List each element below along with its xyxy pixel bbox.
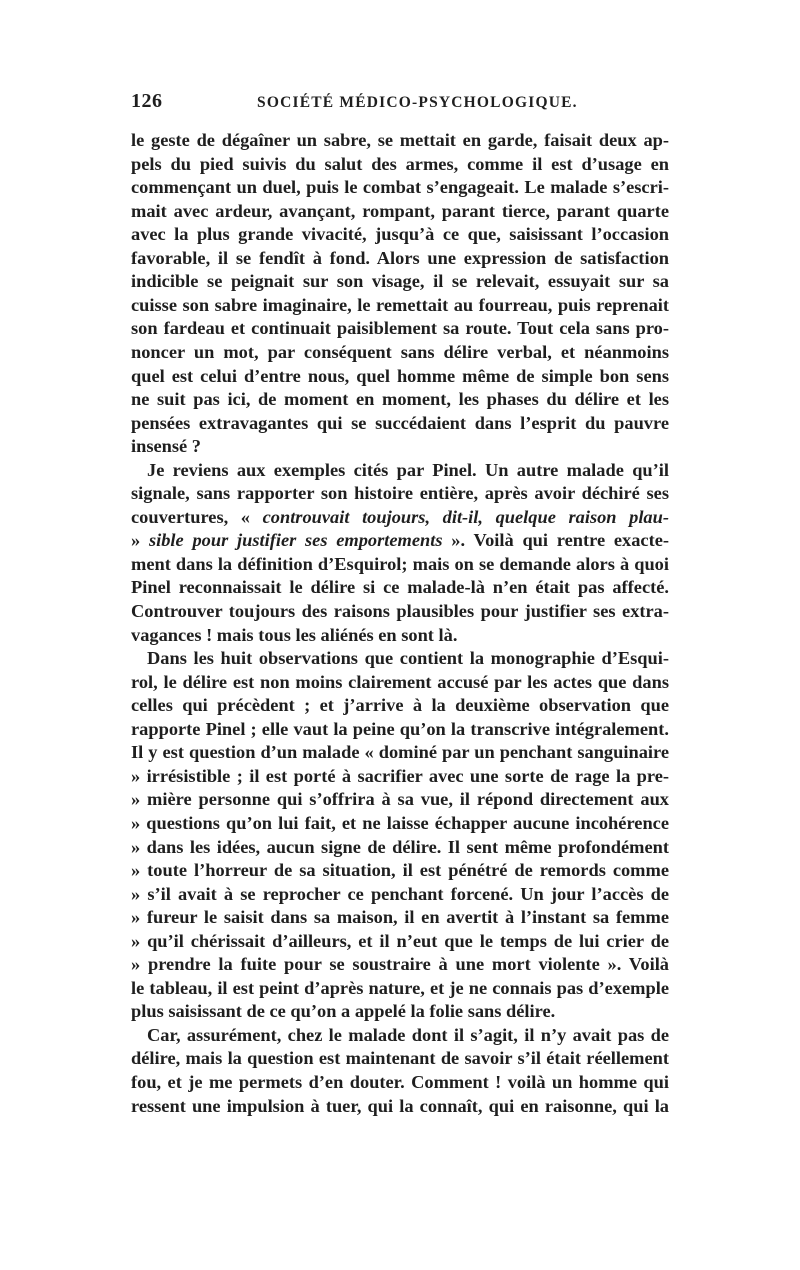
text-line: indicible se peignait sur son visage, il se relevait, essuyait sur sa [131,271,669,292]
italic-quote: sible pour justifier ses emportements [148,530,443,551]
text-line: pensées extravagantes qui se succédaient dans l’esprit du pauvre [131,412,669,433]
text-line: » irrésistible ; il est porté à sacrifier avec une sorte de rage la pre- [131,765,669,786]
text-line: plus saisissant de ce qu’on a appelé la folie sans délire. [131,1001,556,1022]
text-line: » toute l’horreur de sa situation, il est pénétré de remords comme [131,860,669,881]
text-line: » fureur le saisit dans sa maison, il en avertit à l’instant sa femme [131,907,669,928]
text-line: Controuver toujours des raisons plausibles pour justifier ses extra- [131,601,669,621]
italic-quote: controuvait toujours, dit-il, quelque raison plau- [262,506,669,527]
text-line: le tableau, il est peint d’après nature, et je ne connais pas d’exemple [131,977,669,998]
running-head: SOCIÉTÉ MÉDICO-PSYCHOLOGIQUE. [257,94,578,111]
text-line: favorable, il se fendît à fond. Alors une expression de satisfaction [131,247,669,268]
text-line: son fardeau et continuait paisiblement sa route. Tout cela sans pro- [131,318,669,339]
text-line: » questions qu’on lui fait, et ne laisse échapper aucune incohérence [131,812,669,833]
text-line: » qu’il chérissait d’ailleurs, et il n’eut que le temps de lui crier de [131,930,669,951]
text-line: Car, assurément, chez le malade dont il s’agit, il n’y avait pas de [147,1024,669,1045]
text-line: quel est celui d’entre nous, quel homme même de simple bon sens [131,365,669,386]
page-number: 126 [131,90,163,112]
text-line: signale, sans rapporter son histoire entière, après avoir déchiré ses [131,483,669,504]
text-line: Dans les huit observations que contient la monographie d’Esqui- [147,648,669,669]
text-line: » mière personne qui s’offrira à sa vue, il répond directement aux [131,789,669,810]
text-line: celles qui précèdent ; et j’arrive à la deuxième observation que [131,695,669,716]
text-line: insensé ? [131,436,201,457]
text-line: ment dans la définition d’Esquirol; mais on se demande alors à quoi [131,553,669,574]
text-line: Pinel reconnaissait le délire si ce malade-là n’en était pas affecté. [131,577,669,598]
text-line: commençant un duel, puis le combat s’engageait. Le malade s’escri- [131,177,669,198]
text-line: délire, mais la question est maintenant de savoir s’il était réellement [131,1048,669,1069]
text-line: pels du pied suivis du salut des armes, comme il est d’usage en [131,153,669,174]
text-line: avec la plus grande vivacité, jusqu’à ce que, saisissant l’occasion [131,224,669,245]
text-line: fou, et je me permets d’en douter. Comment ! voilà un homme qui [131,1072,669,1092]
text-line: » dans les idées, aucun signe de délire. Il sent même profondément [131,836,669,857]
text-line: le geste de dégaîner un sabre, se mettait en garde, faisait deux ap- [131,130,669,150]
text-line: rol, le délire est non moins clairement accusé par les actes que dans [131,671,669,692]
text-line: rapporte Pinel ; elle vaut la peine qu’on la transcrive intégralement. [131,718,669,739]
text-line: » s’il avait à se reprocher ce penchant forcené. Un jour l’accès de [131,883,669,904]
text-line: Je reviens aux exemples cités par Pinel. Un autre malade qu’il [147,459,669,480]
text-line: cuisse son sabre imaginaire, le remettait au fourreau, puis reprenait [131,294,669,315]
text-line: » sible pour justifier ses emportements ». Voilà qui rentre exacte- [131,530,670,551]
text-line: » prendre la fuite pour se soustraire à une mort violente ». Voilà [131,954,669,975]
text-line: vagances ! mais tous les aliénés en sont là. [131,624,458,645]
page-header [131,90,671,118]
text-line: noncer un mot, par conséquent sans délire verbal, et néanmoins [131,341,669,362]
text-line: ressent une impulsion à tuer, qui la connaît, qui en raisonne, qui la [131,1095,669,1116]
text-line: ne suit pas ici, de moment en moment, les phases du délire et les [131,389,669,410]
text-line: mait avec ardeur, avançant, rompant, parant tierce, parant quarte [131,200,669,221]
text-line: couvertures, « controuvait toujours, dit-il, quelque raison plau- [131,506,669,527]
text-line: Il y est question d’un malade « dominé par un penchant sanguinaire [131,742,669,763]
